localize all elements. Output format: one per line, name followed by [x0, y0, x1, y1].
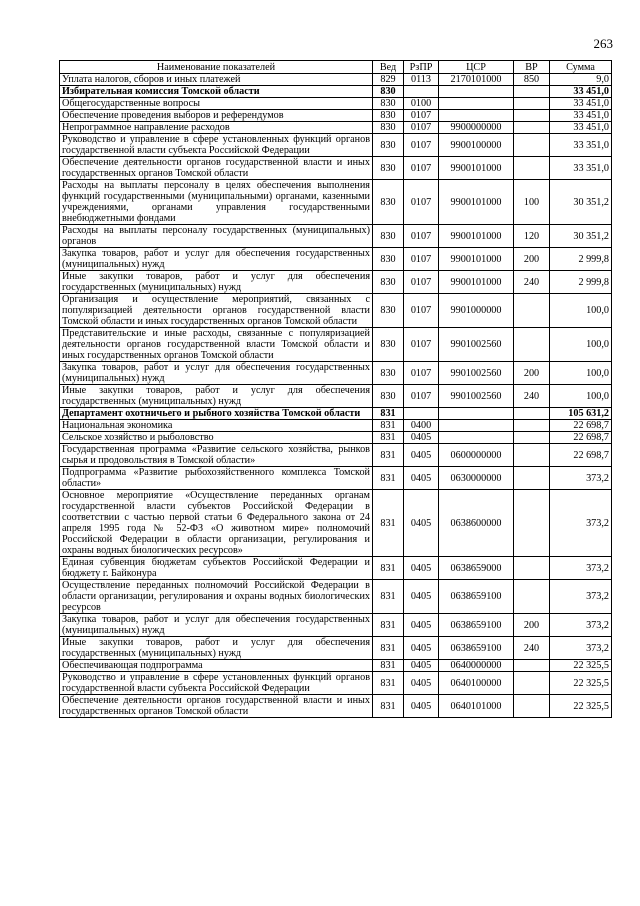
- cell-csr: [439, 408, 514, 420]
- cell-vr: [514, 432, 550, 444]
- cell-rzpr: 0107: [404, 328, 439, 362]
- cell-rzpr: [404, 408, 439, 420]
- cell-csr: [439, 86, 514, 98]
- cell-sum: 373,2: [550, 580, 612, 614]
- cell-ved: 830: [373, 180, 404, 225]
- cell-ved: 831: [373, 490, 404, 557]
- cell-sum: 22 325,5: [550, 695, 612, 718]
- cell-sum: 30 351,2: [550, 180, 612, 225]
- cell-sum: 22 698,7: [550, 444, 612, 467]
- cell-csr: 0638659100: [439, 614, 514, 637]
- cell-name: Непрограммное направление расходов: [60, 122, 373, 134]
- cell-name: Закупка товаров, работ и услуг для обеспечения государственных (муниципальных) нужд: [60, 614, 373, 637]
- cell-ved: 831: [373, 432, 404, 444]
- cell-sum: 22 698,7: [550, 420, 612, 432]
- table-row: [60, 74, 612, 86]
- cell-sum: 2 999,8: [550, 271, 612, 294]
- cell-rzpr: 0100: [404, 98, 439, 110]
- cell-csr: [439, 98, 514, 110]
- cell-sum: 100,0: [550, 362, 612, 385]
- cell-name: Обеспечение проведения выборов и референдумов: [60, 110, 373, 122]
- cell-rzpr: 0113: [404, 74, 439, 86]
- cell-csr: 9901002560: [439, 385, 514, 408]
- cell-rzpr: 0405: [404, 432, 439, 444]
- cell-ved: 830: [373, 122, 404, 134]
- cell-ved: 830: [373, 98, 404, 110]
- cell-ved: 830: [373, 86, 404, 98]
- cell-csr: 9900101000: [439, 248, 514, 271]
- cell-vr: 200: [514, 248, 550, 271]
- cell-rzpr: 0107: [404, 248, 439, 271]
- table-row: [60, 637, 612, 660]
- cell-sum: 100,0: [550, 385, 612, 408]
- cell-vr: [514, 86, 550, 98]
- cell-rzpr: 0405: [404, 580, 439, 614]
- cell-ved: 830: [373, 271, 404, 294]
- cell-vr: [514, 328, 550, 362]
- cell-rzpr: 0405: [404, 444, 439, 467]
- cell-vr: [514, 98, 550, 110]
- cell-ved: 830: [373, 294, 404, 328]
- table-row: [60, 444, 612, 467]
- cell-name: Единая субвенция бюджетам субъектов Российской Федерации и бюджету г. Байконура: [60, 557, 373, 580]
- cell-rzpr: 0107: [404, 180, 439, 225]
- cell-ved: 831: [373, 444, 404, 467]
- cell-name: Уплата налогов, сборов и иных платежей: [60, 74, 373, 86]
- cell-sum: 105 631,2: [550, 408, 612, 420]
- cell-csr: 0638600000: [439, 490, 514, 557]
- cell-name: Расходы на выплаты персоналу в целях обеспечения выполнения функций государственными (муниципальными) органами, казенными учреждениями, органами управления государственными внебюджетными фондами: [60, 180, 373, 225]
- cell-csr: [439, 110, 514, 122]
- cell-csr: 0638659100: [439, 637, 514, 660]
- cell-vr: [514, 294, 550, 328]
- cell-ved: 830: [373, 385, 404, 408]
- cell-vr: [514, 695, 550, 718]
- table-row: [60, 672, 612, 695]
- cell-vr: [514, 408, 550, 420]
- cell-csr: 9900101000: [439, 180, 514, 225]
- header-name: Наименование показателей: [60, 61, 373, 74]
- cell-rzpr: 0107: [404, 134, 439, 157]
- cell-rzpr: 0405: [404, 695, 439, 718]
- cell-name: Государственная программа «Развитие сельского хозяйства, рынков сырья и продовольствия в Томской области»: [60, 444, 373, 467]
- cell-sum: 100,0: [550, 294, 612, 328]
- cell-vr: [514, 557, 550, 580]
- cell-name: Избирательная комиссия Томской области: [60, 86, 373, 98]
- cell-ved: 831: [373, 557, 404, 580]
- cell-sum: 33 451,0: [550, 122, 612, 134]
- cell-csr: 0640101000: [439, 695, 514, 718]
- cell-ved: 830: [373, 157, 404, 180]
- table-row: [60, 420, 612, 432]
- cell-sum: 9,0: [550, 74, 612, 86]
- cell-rzpr: [404, 86, 439, 98]
- cell-vr: 240: [514, 271, 550, 294]
- cell-name: Закупка товаров, работ и услуг для обеспечения государственных (муниципальных) нужд: [60, 362, 373, 385]
- cell-ved: 830: [373, 134, 404, 157]
- table-row: [60, 134, 612, 157]
- table-row: [60, 86, 612, 98]
- cell-vr: 120: [514, 225, 550, 248]
- table-row: [60, 695, 612, 718]
- cell-csr: 2170101000: [439, 74, 514, 86]
- cell-rzpr: 0107: [404, 362, 439, 385]
- cell-rzpr: 0405: [404, 660, 439, 672]
- cell-csr: 9901002560: [439, 328, 514, 362]
- header-csr: ЦСР: [439, 61, 514, 74]
- cell-csr: 0640100000: [439, 672, 514, 695]
- cell-name: Осуществление переданных полномочий Российской Федерации в области организации, регулирования и охраны водных биологических ресурсов: [60, 580, 373, 614]
- cell-rzpr: 0405: [404, 614, 439, 637]
- table-row: [60, 294, 612, 328]
- cell-sum: 33 351,0: [550, 134, 612, 157]
- cell-vr: [514, 122, 550, 134]
- table-row: [60, 362, 612, 385]
- cell-ved: 830: [373, 225, 404, 248]
- header-vr: ВР: [514, 61, 550, 74]
- cell-vr: [514, 134, 550, 157]
- table-header-row: [60, 61, 612, 74]
- table-row: [60, 557, 612, 580]
- cell-name: Руководство и управление в сфере установленных функций органов государственной власти субъекта Российской Федерации: [60, 134, 373, 157]
- cell-ved: 830: [373, 362, 404, 385]
- cell-rzpr: 0400: [404, 420, 439, 432]
- cell-rzpr: 0405: [404, 637, 439, 660]
- cell-rzpr: 0405: [404, 490, 439, 557]
- cell-name: Обеспечивающая подпрограмма: [60, 660, 373, 672]
- cell-csr: [439, 432, 514, 444]
- cell-vr: 240: [514, 637, 550, 660]
- cell-sum: 33 451,0: [550, 110, 612, 122]
- cell-sum: 373,2: [550, 637, 612, 660]
- cell-rzpr: 0107: [404, 385, 439, 408]
- table-row: [60, 248, 612, 271]
- cell-name: Иные закупки товаров, работ и услуг для обеспечения государственных (муниципальных) нужд: [60, 271, 373, 294]
- table-row: [60, 110, 612, 122]
- table-row: [60, 328, 612, 362]
- cell-ved: 831: [373, 695, 404, 718]
- cell-sum: 22 325,5: [550, 672, 612, 695]
- budget-table: [59, 60, 612, 718]
- cell-rzpr: 0107: [404, 157, 439, 180]
- cell-vr: [514, 444, 550, 467]
- cell-rzpr: 0107: [404, 294, 439, 328]
- cell-vr: [514, 580, 550, 614]
- cell-sum: 22 325,5: [550, 660, 612, 672]
- cell-vr: 240: [514, 385, 550, 408]
- cell-vr: 200: [514, 614, 550, 637]
- table-row: [60, 271, 612, 294]
- cell-csr: 0630000000: [439, 467, 514, 490]
- cell-ved: 831: [373, 637, 404, 660]
- header-sum: Сумма: [550, 61, 612, 74]
- cell-rzpr: 0405: [404, 557, 439, 580]
- cell-ved: 831: [373, 660, 404, 672]
- cell-ved: 831: [373, 672, 404, 695]
- cell-name: Иные закупки товаров, работ и услуг для обеспечения государственных (муниципальных) нужд: [60, 637, 373, 660]
- cell-name: Представительские и иные расходы, связанные с популяризацией деятельности органов государственной власти Томской области и иных государственных органов Томской области: [60, 328, 373, 362]
- cell-name: Организация и осуществление мероприятий, связанных с популяризацией деятельности органов государственной власти Томской области и иных государственных органов Томской области: [60, 294, 373, 328]
- cell-csr: 9901002560: [439, 362, 514, 385]
- table-row: [60, 432, 612, 444]
- cell-vr: [514, 110, 550, 122]
- header-rzpr: РзПР: [404, 61, 439, 74]
- cell-name: Сельское хозяйство и рыболовство: [60, 432, 373, 444]
- cell-sum: 33 451,0: [550, 86, 612, 98]
- table-row: [60, 122, 612, 134]
- table-row: [60, 580, 612, 614]
- cell-vr: 200: [514, 362, 550, 385]
- cell-vr: [514, 420, 550, 432]
- table-row: [60, 225, 612, 248]
- cell-csr: 0600000000: [439, 444, 514, 467]
- cell-ved: 831: [373, 580, 404, 614]
- cell-csr: 9900101000: [439, 225, 514, 248]
- cell-vr: 100: [514, 180, 550, 225]
- cell-vr: [514, 157, 550, 180]
- table-row: [60, 180, 612, 225]
- cell-csr: 0638659100: [439, 580, 514, 614]
- cell-ved: 830: [373, 110, 404, 122]
- cell-sum: 22 698,7: [550, 432, 612, 444]
- cell-name: Руководство и управление в сфере установленных функций органов государственной власти субъекта Российской Федерации: [60, 672, 373, 695]
- cell-sum: 373,2: [550, 614, 612, 637]
- cell-rzpr: 0107: [404, 225, 439, 248]
- cell-name: Закупка товаров, работ и услуг для обеспечения государственных (муниципальных) нужд: [60, 248, 373, 271]
- table-row: [60, 157, 612, 180]
- cell-sum: 100,0: [550, 328, 612, 362]
- cell-name: Обеспечение деятельности органов государственной власти и иных государственных органов Томской области: [60, 157, 373, 180]
- cell-sum: 33 351,0: [550, 157, 612, 180]
- cell-csr: 9900101000: [439, 157, 514, 180]
- cell-vr: [514, 660, 550, 672]
- cell-ved: 830: [373, 328, 404, 362]
- cell-sum: 30 351,2: [550, 225, 612, 248]
- table-row: [60, 660, 612, 672]
- header-ved: Вед: [373, 61, 404, 74]
- cell-rzpr: 0107: [404, 122, 439, 134]
- cell-rzpr: 0405: [404, 467, 439, 490]
- cell-ved: 831: [373, 420, 404, 432]
- cell-csr: 0638659000: [439, 557, 514, 580]
- cell-name: Иные закупки товаров, работ и услуг для обеспечения государственных (муниципальных) нужд: [60, 385, 373, 408]
- cell-sum: 373,2: [550, 490, 612, 557]
- table-row: [60, 467, 612, 490]
- cell-sum: 33 451,0: [550, 98, 612, 110]
- cell-ved: 829: [373, 74, 404, 86]
- cell-csr: 9901000000: [439, 294, 514, 328]
- cell-rzpr: 0405: [404, 672, 439, 695]
- cell-name: Национальная экономика: [60, 420, 373, 432]
- cell-vr: [514, 672, 550, 695]
- cell-csr: [439, 420, 514, 432]
- cell-ved: 831: [373, 467, 404, 490]
- cell-vr: [514, 467, 550, 490]
- cell-vr: [514, 490, 550, 557]
- table-row: [60, 98, 612, 110]
- cell-ved: 831: [373, 408, 404, 420]
- table-body: [60, 74, 612, 718]
- cell-name: Общегосударственные вопросы: [60, 98, 373, 110]
- cell-vr: 850: [514, 74, 550, 86]
- table-row: [60, 490, 612, 557]
- cell-sum: 373,2: [550, 467, 612, 490]
- table-row: [60, 408, 612, 420]
- table-row: [60, 614, 612, 637]
- cell-name: Подпрограмма «Развитие рыбохозяйственного комплекса Томской области»: [60, 467, 373, 490]
- cell-sum: 2 999,8: [550, 248, 612, 271]
- cell-name: Расходы на выплаты персоналу государственных (муниципальных) органов: [60, 225, 373, 248]
- page-number: 263: [593, 36, 613, 51]
- table-row: [60, 385, 612, 408]
- cell-name: Департамент охотничьего и рыбного хозяйства Томской области: [60, 408, 373, 420]
- cell-csr: 9900101000: [439, 271, 514, 294]
- cell-sum: 373,2: [550, 557, 612, 580]
- cell-ved: 831: [373, 614, 404, 637]
- cell-csr: 9900000000: [439, 122, 514, 134]
- cell-csr: 0640000000: [439, 660, 514, 672]
- cell-name: Основное мероприятие «Осуществление переданных органам государственной власти субъектов Российской Федерации в соответствии с частью первой статьи 6 Федерального закона от 24 апреля 1995 года № 52-ФЗ «О животном мире» полномочий Российской Федерации в области организации, регулирования и охраны водных биологических ресурсов»: [60, 490, 373, 557]
- cell-csr: 9900100000: [439, 134, 514, 157]
- cell-ved: 830: [373, 248, 404, 271]
- cell-name: Обеспечение деятельности органов государственной власти и иных государственных органов Томской области: [60, 695, 373, 718]
- cell-rzpr: 0107: [404, 271, 439, 294]
- cell-rzpr: 0107: [404, 110, 439, 122]
